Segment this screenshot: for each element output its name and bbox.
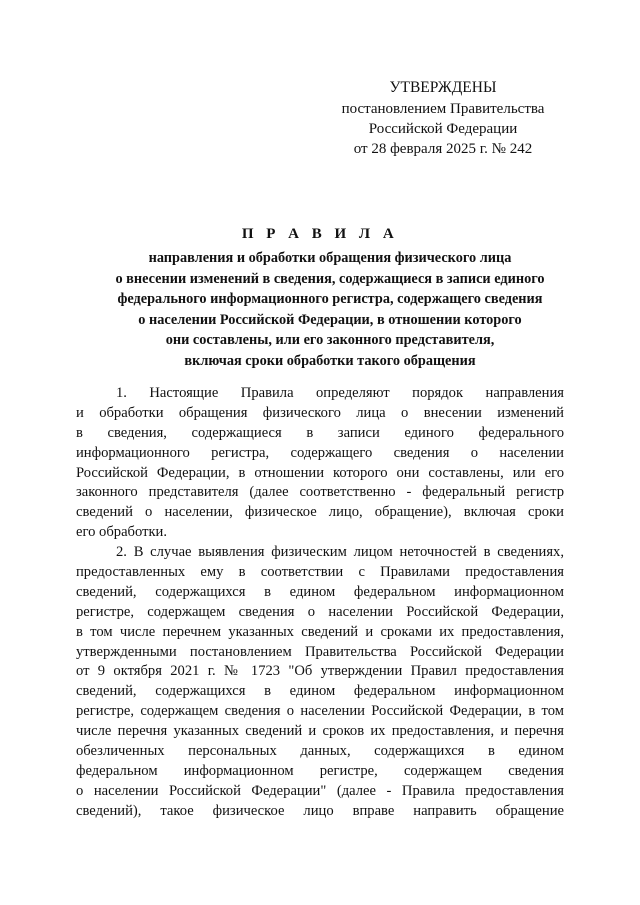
paragraph-line: его обработки. <box>76 524 167 541</box>
paragraph-line: предоставленных ему в соответствии с Правилами предоставления <box>76 564 564 581</box>
paragraph-line: информационного регистра, содержащего сведения о населении <box>76 444 564 461</box>
paragraph-line: и обработки обращения физического лица о внесении изменений <box>76 404 564 421</box>
approval-stamp <box>318 78 568 159</box>
paragraph-line: регистре, содержащем сведения о населении Российской Федерации, в том <box>76 703 564 720</box>
document-title: П Р А В И Л А <box>241 226 399 242</box>
paragraph-line: сведений, содержащихся в едином федеральном информационном <box>76 583 564 600</box>
paragraph-2 <box>76 543 564 821</box>
subtitle-line: федерального информационного регистра, содержащего сведения <box>117 291 543 307</box>
approval-date: от 28 февраля 2025 г. № 242 <box>353 141 533 157</box>
paragraph-line: регистре, содержащем сведения о населении Российской Федерации, <box>76 603 564 620</box>
paragraph-line: федеральном информационном регистре, содержащем сведения <box>76 762 564 779</box>
approval-heading: УТВЕРЖДЕНЫ <box>389 79 497 96</box>
paragraph-line: сведений о населении, физическое лицо, обращение), включая сроки <box>76 504 564 521</box>
paragraph-line: утвержденными постановлением Правительства Российской Федерации <box>76 643 564 660</box>
paragraph-1 <box>76 384 564 543</box>
subtitle-line: они составлены, или его законного представителя, <box>165 332 495 348</box>
paragraph-line: в сведения, содержащиеся в записи единого федерального <box>76 424 564 441</box>
paragraph-line: в том числе перечнем указанных сведений и сроками их предоставления, <box>76 623 564 640</box>
paragraph-line: 1. Настоящие Правила определяют порядок направления <box>116 385 564 401</box>
subtitle-line: о внесении изменений в сведения, содержащиеся в записи единого <box>115 270 545 287</box>
paragraph-line: 2. В случае выявления физическим лицом неточностей в сведениях, <box>116 544 564 561</box>
paragraph-line: законного представителя (далее соответственно - федеральный регистр <box>76 484 564 501</box>
paragraph-line: сведений, содержащихся в едином федеральном информационном <box>76 683 564 700</box>
subtitle-line: направления и обработки обращения физического лица <box>148 250 512 266</box>
document-subtitle <box>60 248 600 371</box>
paragraph-line: числе перечня указанных сведений и сроков их предоставления, и перечня <box>76 723 564 740</box>
document-body <box>76 384 564 822</box>
paragraph-line: сведений), такое физическое лицо вправе направить обращение <box>76 802 564 819</box>
paragraph-line: от 9 октября 2021 г. № 1723 "Об утверждении Правил предоставления <box>76 663 564 680</box>
approval-line: Российской Федерации <box>368 121 518 137</box>
approval-line: постановлением Правительства <box>341 101 545 117</box>
paragraph-line: Российской Федерации, в отношении которого они составлены, или его <box>76 464 564 481</box>
paragraph-line: о населении Российской Федерации" (далее - Правила предоставления <box>76 782 564 799</box>
paragraph-line: обезличенных персональных данных, содержащихся в едином <box>76 743 564 760</box>
subtitle-line: о населении Российской Федерации, в отношении которого <box>138 311 522 328</box>
subtitle-line: включая сроки обработки такого обращения <box>184 352 476 369</box>
